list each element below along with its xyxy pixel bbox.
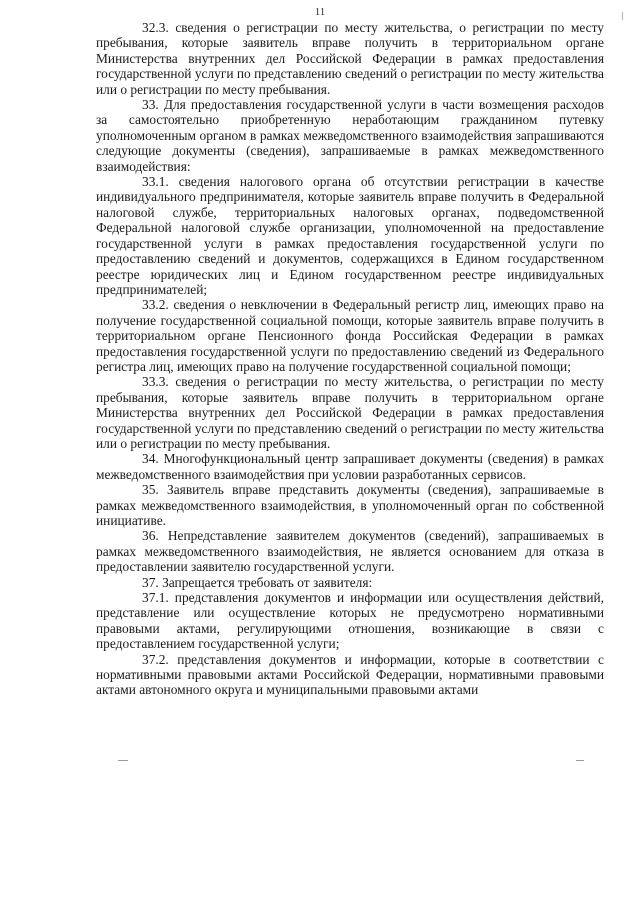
scan-artifact [576,760,584,761]
paragraph-37-2: 37.2. представления документов и информации, которые в соответствии с нормативными правовыми актами Российской Федерации, нормативными правовыми актами автономного округа и муниципальными правовыми актами [96,651,604,698]
paragraph-33-1: 33.1. сведения налогового органа об отсутствии регистрации в качестве индивидуального предпринимателя, которые заявитель вправе получить в Федеральной налоговой службе, территориальных налоговых органах, подведомственной Федеральной налоговой службе организации, уполномоченной на предоставление государственной услуги в рамках предоставления государственной услуги по предоставлению сведений и документов, содержащихся в Едином государственном реестре юридических лиц и Едином государственном реестре индивидуальных предпринимателей; [96,174,604,297]
paragraph-36: 36. Непредставление заявителем документов (сведений), запрашиваемых в рамках межведомственного взаимодействия, не является основанием для отказа в предоставлении заявителю государственной услуги. [96,528,604,575]
paragraph-33-2: 33.2. сведения о невключении в Федеральный регистр лиц, имеющих право на получение государственной социальной помощи, которые заявитель вправе получить в территориальном органе Пенсионного фонда Российская Федерации в рамках предоставления государственной услуги по предоставлению сведений из Федерального регистра лиц, имеющих право на получение государственной социальной помощи; [96,297,604,374]
paragraph-33-3: 33.3. сведения о регистрации по месту жительства, о регистрации по месту пребывания, которые заявитель вправе получить в территориальном органе Министерства внутренних дел Российской Федерации в рамках предоставления государственной услуги по представлению сведений о регистрации по месту жительства или о регистрации по месту пребывания. [96,374,604,451]
paragraph-32-3: 32.3. сведения о регистрации по месту жительства, о регистрации по месту пребывания, которые заявитель вправе получить в территориальном органе Министерства внутренних дел Российской Федерации в рамках предоставления государственной услуги по представлению сведений о регистрации по месту жительства или о регистрации по месту пребывания. [96,20,604,97]
paragraph-34: 34. Многофункциональный центр запрашивает документы (сведения) в рамках межведомственного взаимодействия при условии разработанных сервисов. [96,451,604,482]
paragraph-35: 35. Заявитель вправе представить документы (сведения), запрашиваемые в рамках межведомственного взаимодействия, в уполномоченный орган по собственной инициативе. [96,482,604,528]
page-number: 11 [314,6,326,18]
scan-artifact [622,12,623,20]
document-body [96,20,604,698]
paragraph-37-1: 37.1. представления документов и информации или осуществления действий, представление или осуществление которых не предусмотрено нормативными правовыми актами, регулирующими отношения, возникающие в связи с предоставлением государственной услуги; [96,590,604,652]
paragraph-37: 37. Запрещается требовать от заявителя: [142,574,373,590]
scan-artifact [118,760,128,761]
paragraph-33: 33. Для предоставления государственной услуги в части возмещения расходов за самостоятельно приобретенную неработающим гражданином путевку уполномоченным органом в рамках межведомственного взаимодействия запрашиваются следующие документы (сведения), запрашиваемые в рамках межведомственного взаимодействия: [96,97,604,174]
